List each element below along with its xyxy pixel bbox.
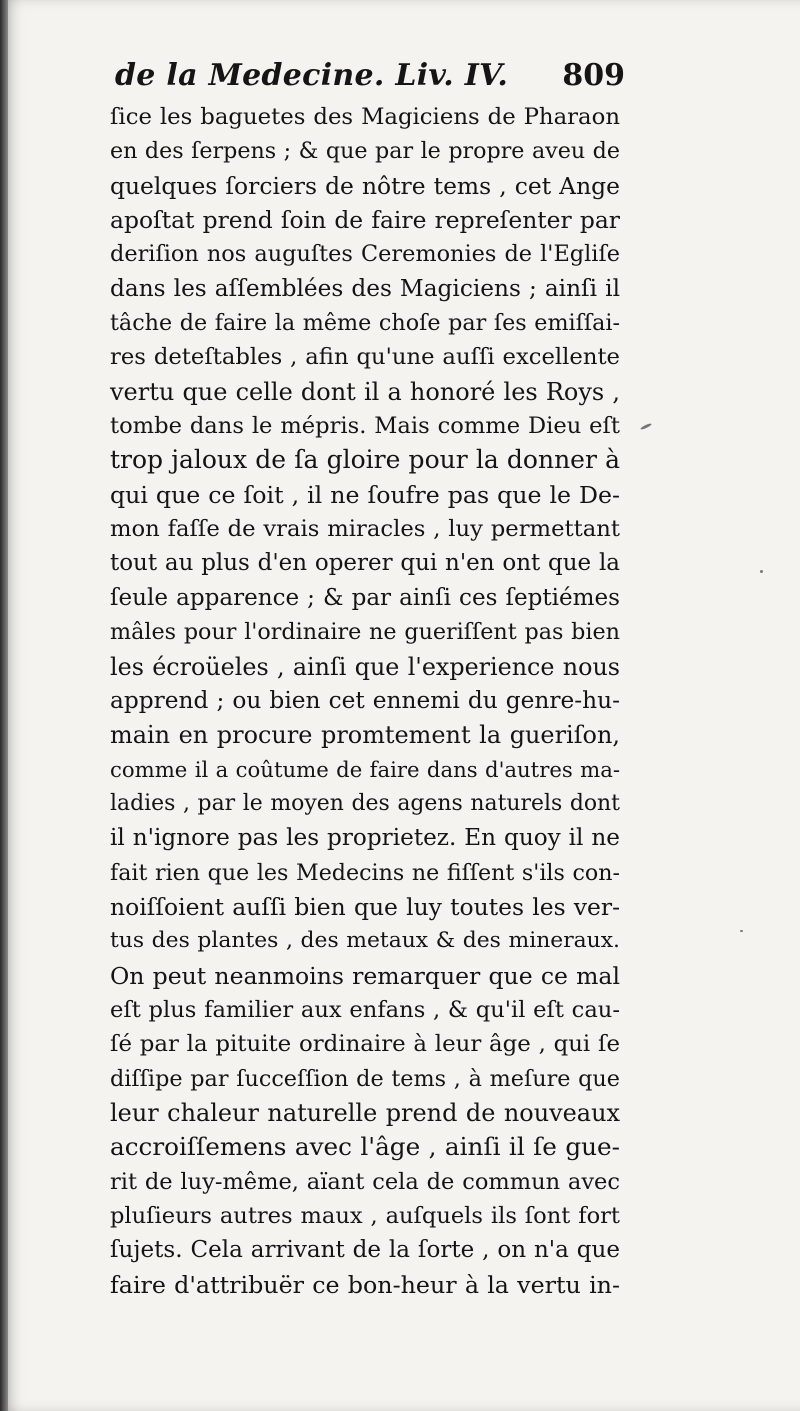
text-line: en des ſerpens ; & que par le propre aveu de <box>110 138 620 165</box>
paper-speck <box>760 570 763 573</box>
paper-speck <box>740 930 743 932</box>
text-line: dans les aſſemblées des Magiciens ; ainſi il <box>110 274 620 302</box>
text-line: vertu que celle dont il a honoré les Roys , <box>110 377 620 406</box>
text-line: trop jaloux de ſa gloire pour la donner à <box>110 445 620 475</box>
text-line: qui que ce ſoit , il ne ſoufre pas que le De- <box>110 480 620 509</box>
text-line: apprend ; ou bien cet ennemi du genre-hu- <box>110 686 620 714</box>
text-line: tâche de faire la même choſe par ſes emiſſai- <box>110 310 620 337</box>
text-line: eſt plus familier aux enfans , & qu'il eſt cau- <box>110 996 620 1023</box>
text-line: comme il a coûtume de faire dans d'autres ma- <box>110 756 620 782</box>
body-text <box>110 100 620 1302</box>
text-line: main en procure promtement la gueriſon, <box>110 721 620 750</box>
text-line: pluſieurs autres maux , auſquels ils ſont fort <box>110 1203 620 1229</box>
text-line: deriſion nos auguſtes Ceremonies de l'Egliſe <box>110 241 620 268</box>
text-line: quelques ſorciers de nôtre tems , cet Ange <box>110 171 620 200</box>
text-line: res deteſtables , afin qu'une auſſi excellente <box>110 344 620 371</box>
text-line: tombe dans le mépris. Mais comme Dieu eſt <box>110 413 620 440</box>
text-line: ſujets. Cela arrivant de la ſorte , on n'a que <box>110 1237 620 1264</box>
text-line: rit de luy-même, aïant cela de commun avec <box>110 1168 620 1195</box>
text-line: apoſtat prend ſoin de faire repreſenter par <box>110 206 620 235</box>
running-title: de la Medecine. Liv. IV. <box>115 58 509 93</box>
text-line: tus des plantes , des metaux & des mineraux. <box>110 928 620 954</box>
page-header <box>115 58 625 100</box>
text-line: ſice les baguetes des Magiciens de Pharaon <box>110 104 620 130</box>
text-line: faire d'attribuër ce bon-heur à la vertu in- <box>110 1270 620 1299</box>
text-line: accroiſſemens avec l'âge , ainſi il ſe gue- <box>110 1132 620 1162</box>
page-gutter-shadow <box>0 0 8 1411</box>
text-line: ſeule apparence ; & par ainſi ces ſeptiémes <box>110 584 620 611</box>
paper-speck <box>640 423 652 431</box>
text-line: ladies , par le moyen des agens naturels dont <box>110 790 620 816</box>
text-line: mon faſſe de vrais miracles , luy permettant <box>110 516 620 543</box>
page-number: 809 <box>562 58 625 93</box>
text-line: noiſſoient auſſi bien que luy toutes les ver- <box>110 892 620 921</box>
text-line: ſé par la pituite ordinaire à leur âge , qui ſe <box>110 1031 620 1058</box>
text-line: fait rien que les Medecins ne fiſſent s'ils con- <box>110 859 620 886</box>
text-line: il n'ignore pas les proprietez. En quoy il ne <box>110 825 620 852</box>
text-line: les écroüeles , ainſi que l'experience nous <box>110 652 620 681</box>
text-line: tout au plus d'en operer qui n'en ont que la <box>110 550 620 577</box>
text-line: diſſipe par ſucceſſion de tems , à meſure que <box>110 1065 620 1092</box>
text-line: On peut neanmoins remarquer que ce mal <box>110 961 620 990</box>
text-line: mâles pour l'ordinaire ne gueriſſent pas bien <box>110 619 620 646</box>
text-line: leur chaleur naturelle prend de nouveaux <box>110 1098 620 1127</box>
